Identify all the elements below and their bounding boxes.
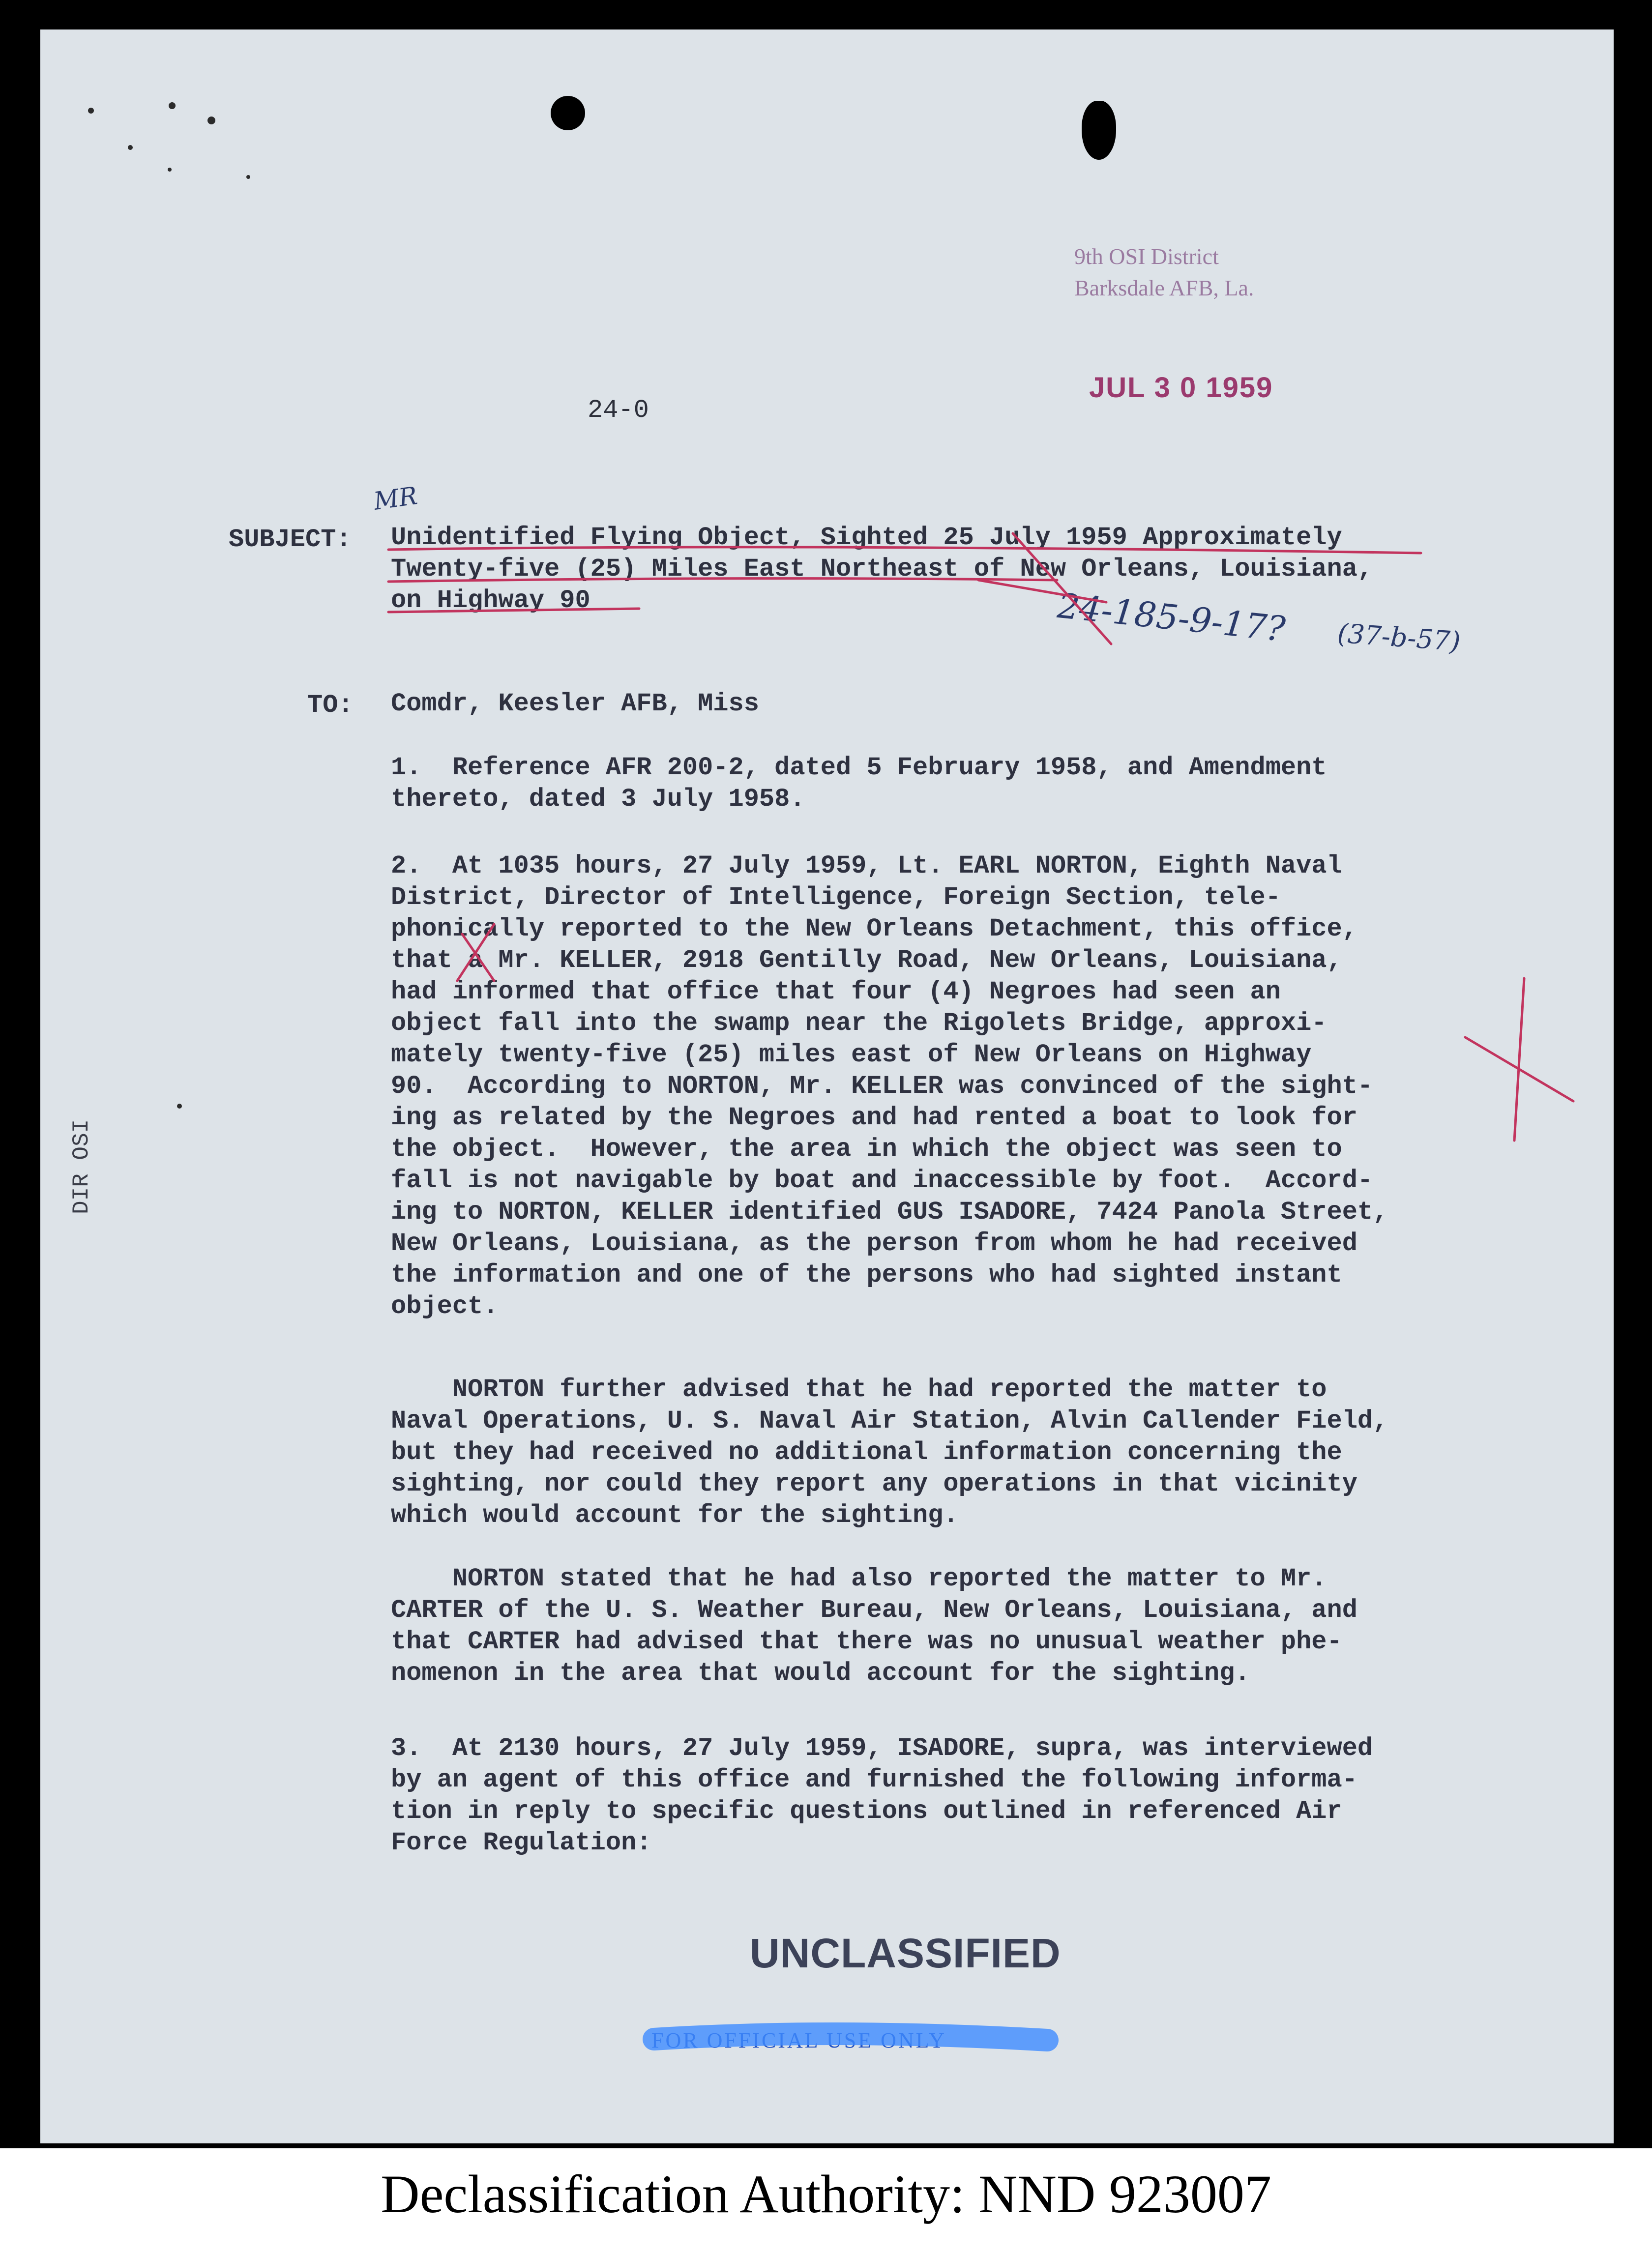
paragraph-norton-weather: NORTON stated that he had also reported the matter to Mr. CARTER of the U. S. Weather Bureau, New Orleans, Louisiana, and that CARTER had advised that there was no unusual weather phe- nomenon in the area that would account for the sighting. xyxy=(391,1564,1357,1688)
handwritten-initials: MR xyxy=(372,481,419,516)
to-value: Comdr, Keesler AFB, Miss xyxy=(391,689,759,718)
speck xyxy=(88,108,94,114)
speck xyxy=(169,102,176,109)
side-routing-label: DIR OSI xyxy=(69,1119,94,1214)
handwritten-paren-reference: (37-b-57) xyxy=(1336,617,1462,657)
fouo-highlight xyxy=(654,2034,1047,2040)
keller-x-mark xyxy=(462,934,494,981)
to-label: TO: xyxy=(307,691,354,720)
subject-line: Unidentified Flying Object, Sighted 25 July 1959 Approximately xyxy=(391,523,1342,552)
district-stamp-line: Barksdale AFB, La. xyxy=(1074,275,1254,300)
paragraph-3: 3. At 2130 hours, 27 July 1959, ISADORE, supra, was interviewed by an agent of this office and furnished the following informa- tion in reply to specific questions outlined in referenced Air Force Regulation: xyxy=(391,1734,1373,1857)
speck xyxy=(207,117,215,124)
subject-strike xyxy=(978,580,1106,602)
file-number: 24-0 xyxy=(588,396,649,425)
speck xyxy=(177,1104,182,1109)
paragraph-2: 2. At 1035 hours, 27 July 1959, Lt. EARL NORTON, Eighth Naval District, Director of Intelligence, Foreign Section, tele- phonically reported to the New Orleans Detachment, this office, that a Mr. KELLER, 2918 Gentilly Road, New Orleans, Louisiana, had informed that office that four (4) Negroes had seen an object fall into the swamp near the Rigolets Bridge, approxi- mately twenty-five (25) miles east of New Orleans on Highway 90. According to NORTON, Mr. KELLER was convinced of the sight- ing as related by the Negroes and had rented a boat to look for the object. However, the area in which the object was seen to fall is not navigable by boat and inaccessible by foot. Accord- ing to NORTON, KELLER identified GUS ISADORE, 7424 Panola Street, New Orleans, Louisiana, as the person from whom he had received the information and one of the persons who had sighted instant object. xyxy=(391,851,1388,1321)
paragraph-norton-naval: NORTON further advised that he had reported the matter to Naval Operations, U. S. Naval Air Station, Alvin Callender Field, but they had received no additional information concerning the sighting, nor could they report any operations in that vicinity which would account for the sighting. xyxy=(391,1375,1388,1530)
speck xyxy=(128,145,133,150)
district-stamp-line: 9th OSI District xyxy=(1074,244,1219,269)
subject-underline xyxy=(388,609,639,612)
subject-underline xyxy=(388,547,1421,553)
handwritten-file-reference: 24-185-9-17? xyxy=(1055,585,1287,650)
subject-underline xyxy=(388,579,1057,582)
classification-stamp: UNCLASSIFIED xyxy=(750,1930,1061,1976)
margin-cross xyxy=(1514,978,1524,1141)
declassification-footer: Declassification Authority: NND 923007 xyxy=(381,2164,1271,2224)
speck xyxy=(246,175,250,179)
speck xyxy=(168,168,172,172)
paragraph-1: 1. Reference AFR 200-2, dated 5 February 1958, and Amendment thereto, dated 3 July 1958. xyxy=(391,753,1327,814)
fouo-marking: FOR OFFICIAL USE ONLY xyxy=(651,2028,946,2052)
subject-label: SUBJECT: xyxy=(229,525,352,554)
date-stamp: JUL 3 0 1959 xyxy=(1089,372,1273,404)
subject-line: on Highway 90 xyxy=(391,586,590,615)
subject-line: Twenty-five (25) Miles East Northeast of New Orleans, Louisiana, xyxy=(391,555,1373,584)
